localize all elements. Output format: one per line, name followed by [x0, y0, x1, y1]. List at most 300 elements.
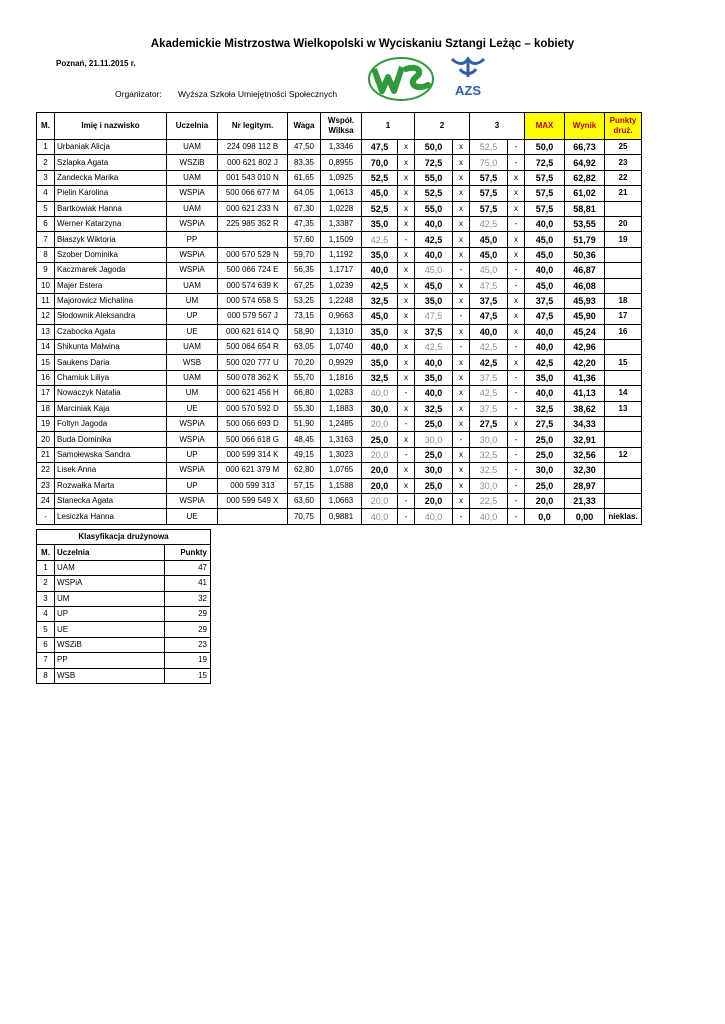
place: 16	[37, 370, 55, 385]
team-university: WSPiA	[55, 576, 165, 591]
university: WSPiA	[167, 417, 218, 432]
team-row	[37, 622, 211, 637]
max-lift: 45,0	[525, 247, 565, 262]
body-weight: 70,20	[288, 355, 321, 370]
team-university: UM	[55, 591, 165, 606]
id-number: 224 098 112 B	[218, 140, 288, 155]
attempt-2-weight: 55,0	[415, 170, 453, 185]
col-university: Uczelnia	[167, 113, 218, 140]
id-number: 001 543 010 N	[218, 170, 288, 185]
attempt-2-weight: 42,5	[415, 340, 453, 355]
team-col-university: Uczelnia	[55, 545, 165, 560]
university: UM	[167, 386, 218, 401]
col-id: Nr legitym.	[218, 113, 288, 140]
attempt-1-weight: 32,5	[362, 370, 398, 385]
attempt-2-weight: 40,0	[415, 355, 453, 370]
wilks-result: 62,82	[565, 170, 605, 185]
attempt-1-mark: x	[398, 155, 415, 170]
attempt-1-weight: 45,0	[362, 309, 398, 324]
id-number: 500 020 777 U	[218, 355, 288, 370]
place: 9	[37, 263, 55, 278]
place: 8	[37, 247, 55, 262]
results-header-row	[37, 113, 642, 140]
wilks-result: 53,55	[565, 216, 605, 231]
id-number: 500 064 654 R	[218, 340, 288, 355]
body-weight: 61,65	[288, 170, 321, 185]
attempt-3-mark: -	[508, 263, 525, 278]
attempt-2-mark: x	[453, 401, 470, 416]
wilks-coefficient: 1,0239	[321, 278, 362, 293]
competitor-name: Majer Estera	[55, 278, 167, 293]
competitor-name: Zandecka Marika	[55, 170, 167, 185]
attempt-1-mark: x	[398, 309, 415, 324]
wilks-result: 46,08	[565, 278, 605, 293]
id-number: 000 621 802 J	[218, 155, 288, 170]
attempt-2-mark: -	[453, 309, 470, 324]
team-university: UE	[55, 622, 165, 637]
attempt-2-weight: 30,0	[415, 432, 453, 447]
university: WSZiB	[167, 155, 218, 170]
place: 5	[37, 201, 55, 216]
team-row	[37, 637, 211, 652]
place: 23	[37, 478, 55, 493]
attempt-1-mark: x	[398, 370, 415, 385]
attempt-2-weight: 40,0	[415, 386, 453, 401]
wilks-coefficient: 1,3023	[321, 447, 362, 462]
team-place: 5	[37, 622, 55, 637]
attempt-3-mark: -	[508, 463, 525, 478]
attempt-2-mark: x	[453, 293, 470, 308]
place: 18	[37, 401, 55, 416]
place: 24	[37, 493, 55, 508]
place: 15	[37, 355, 55, 370]
attempt-3-weight: 32,5	[470, 447, 508, 462]
team-place: 6	[37, 637, 55, 652]
attempt-1-weight: 35,0	[362, 324, 398, 339]
result-row	[37, 324, 642, 339]
team-points	[605, 201, 642, 216]
col-max: MAX	[525, 113, 565, 140]
wilks-result: 42,96	[565, 340, 605, 355]
body-weight: 57,60	[288, 232, 321, 247]
wilks-coefficient: 0,8955	[321, 155, 362, 170]
max-lift: 45,0	[525, 278, 565, 293]
attempt-3-mark: -	[508, 401, 525, 416]
result-row	[37, 432, 642, 447]
attempt-2-weight: 72,5	[415, 155, 453, 170]
attempt-3-mark: -	[508, 447, 525, 462]
attempt-1-mark: x	[398, 401, 415, 416]
attempt-2-weight: 42,5	[415, 232, 453, 247]
competitor-name: Shikunta Malwina	[55, 340, 167, 355]
attempt-3-weight: 45,0	[470, 232, 508, 247]
max-lift: 42,5	[525, 355, 565, 370]
attempt-3-weight: 45,0	[470, 263, 508, 278]
wilks-coefficient: 1,1192	[321, 247, 362, 262]
competitor-name: Błaszyk Wiktoria	[55, 232, 167, 247]
body-weight: 62,80	[288, 463, 321, 478]
attempt-2-mark: x	[453, 324, 470, 339]
attempt-2-mark: x	[453, 140, 470, 155]
attempt-3-mark: -	[508, 278, 525, 293]
attempt-3-weight: 30,0	[470, 432, 508, 447]
university: UAM	[167, 370, 218, 385]
attempt-1-mark: x	[398, 247, 415, 262]
id-number: 000 621 456 H	[218, 386, 288, 401]
wilks-coefficient: 1,3163	[321, 432, 362, 447]
place: 12	[37, 309, 55, 324]
result-row	[37, 263, 642, 278]
max-lift: 0,0	[525, 509, 565, 524]
wilks-result: 32,56	[565, 447, 605, 462]
team-points-total: 19	[165, 653, 211, 668]
attempt-1-weight: 40,0	[362, 340, 398, 355]
wilks-coefficient: 1,1509	[321, 232, 362, 247]
id-number: 500 066 677 M	[218, 186, 288, 201]
competitor-name: Słodownik Aleksandra	[55, 309, 167, 324]
competitor-name: Kaczmarek Jagoda	[55, 263, 167, 278]
attempt-2-weight: 50,0	[415, 140, 453, 155]
col-name: Imię i nazwisko	[55, 113, 167, 140]
attempt-1-mark: -	[398, 493, 415, 508]
max-lift: 37,5	[525, 293, 565, 308]
result-row	[37, 340, 642, 355]
place: -	[37, 509, 55, 524]
university: UAM	[167, 278, 218, 293]
attempt-3-mark: -	[508, 216, 525, 231]
team-points	[605, 340, 642, 355]
competitor-name: Bartkowiak Hanna	[55, 201, 167, 216]
attempt-2-weight: 45,0	[415, 263, 453, 278]
place: 10	[37, 278, 55, 293]
attempt-1-weight: 70,0	[362, 155, 398, 170]
team-points: 16	[605, 324, 642, 339]
team-points-total: 47	[165, 560, 211, 575]
university: WSPiA	[167, 493, 218, 508]
attempt-1-mark: x	[398, 293, 415, 308]
attempt-2-mark: -	[453, 509, 470, 524]
max-lift: 72,5	[525, 155, 565, 170]
university: UAM	[167, 170, 218, 185]
place: 22	[37, 463, 55, 478]
attempt-3-mark: -	[508, 432, 525, 447]
university-logos	[368, 55, 493, 103]
team-points	[605, 478, 642, 493]
attempt-1-weight: 25,0	[362, 432, 398, 447]
team-points: 25	[605, 140, 642, 155]
team-university: WSB	[55, 668, 165, 683]
attempt-3-mark: -	[508, 509, 525, 524]
attempt-3-mark: x	[508, 355, 525, 370]
attempt-1-mark: x	[398, 432, 415, 447]
attempt-3-weight: 22,5	[470, 493, 508, 508]
attempt-2-mark: x	[453, 216, 470, 231]
max-lift: 40,0	[525, 263, 565, 278]
university: UP	[167, 309, 218, 324]
max-lift: 57,5	[525, 186, 565, 201]
attempt-1-weight: 40,0	[362, 509, 398, 524]
competitor-name: Urbaniak Alicja	[55, 140, 167, 155]
wilks-result: 64,92	[565, 155, 605, 170]
wilks-coefficient: 1,1588	[321, 478, 362, 493]
attempt-1-weight: 20,0	[362, 463, 398, 478]
team-title: Klasyfikacja drużynowa	[37, 530, 211, 545]
organizer-name: Wyższa Szkoła Umiejętności Społecznych	[178, 89, 338, 99]
id-number: 000 570 529 N	[218, 247, 288, 262]
team-points: 21	[605, 186, 642, 201]
team-body	[37, 560, 211, 683]
body-weight: 63,60	[288, 493, 321, 508]
result-row	[37, 186, 642, 201]
attempt-3-mark: -	[508, 493, 525, 508]
max-lift: 45,0	[525, 232, 565, 247]
competitor-name: Werner Katarzyna	[55, 216, 167, 231]
id-number: 500 066 693 D	[218, 417, 288, 432]
attempt-3-weight: 27,5	[470, 417, 508, 432]
attempt-1-weight: 35,0	[362, 216, 398, 231]
result-row	[37, 509, 642, 524]
id-number: 000 621 379 M	[218, 463, 288, 478]
attempt-1-mark: x	[398, 463, 415, 478]
attempt-2-mark: x	[453, 463, 470, 478]
team-points	[605, 247, 642, 262]
competitor-name: Samołewska Sandra	[55, 447, 167, 462]
place: 20	[37, 432, 55, 447]
body-weight: 55,70	[288, 370, 321, 385]
attempt-3-mark: x	[508, 293, 525, 308]
wilks-coefficient: 0,9881	[321, 509, 362, 524]
team-points-total: 29	[165, 622, 211, 637]
team-points: nieklas.	[605, 509, 642, 524]
competitor-name: Szlapka Agata	[55, 155, 167, 170]
attempt-1-mark: x	[398, 478, 415, 493]
attempt-3-mark: x	[508, 247, 525, 262]
attempt-2-mark: x	[453, 370, 470, 385]
team-row	[37, 653, 211, 668]
attempt-2-weight: 45,0	[415, 278, 453, 293]
id-number: 000 599 314 K	[218, 447, 288, 462]
attempt-2-mark: x	[453, 247, 470, 262]
team-place: 2	[37, 576, 55, 591]
place: 6	[37, 216, 55, 231]
wilks-result: 21,33	[565, 493, 605, 508]
attempt-3-mark: -	[508, 340, 525, 355]
body-weight: 83,35	[288, 155, 321, 170]
team-place: 8	[37, 668, 55, 683]
team-points: 13	[605, 401, 642, 416]
max-lift: 30,0	[525, 463, 565, 478]
wilks-coefficient: 1,2248	[321, 293, 362, 308]
result-row	[37, 201, 642, 216]
attempt-1-mark: x	[398, 355, 415, 370]
id-number: 225 985 352 R	[218, 216, 288, 231]
result-row	[37, 170, 642, 185]
place: 4	[37, 186, 55, 201]
competitor-name: Czabocka Agata	[55, 324, 167, 339]
body-weight: 48,45	[288, 432, 321, 447]
id-number: 000 574 639 K	[218, 278, 288, 293]
attempt-3-weight: 52,5	[470, 140, 508, 155]
wilks-result: 45,24	[565, 324, 605, 339]
id-number: 000 570 592 D	[218, 401, 288, 416]
attempt-2-mark: -	[453, 263, 470, 278]
attempt-1-mark: x	[398, 278, 415, 293]
attempt-3-weight: 42,5	[470, 386, 508, 401]
university: WSPiA	[167, 463, 218, 478]
attempt-1-weight: 52,5	[362, 170, 398, 185]
team-place: 7	[37, 653, 55, 668]
result-row	[37, 309, 642, 324]
body-weight: 58,90	[288, 324, 321, 339]
wilks-result: 38,62	[565, 401, 605, 416]
attempt-1-weight: 40,0	[362, 386, 398, 401]
attempt-2-mark: x	[453, 447, 470, 462]
event-date: Poznań, 21.11.2015 r.	[56, 59, 136, 68]
result-row	[37, 478, 642, 493]
team-place: 1	[37, 560, 55, 575]
id-number	[218, 509, 288, 524]
attempt-3-weight: 40,0	[470, 324, 508, 339]
max-lift: 40,0	[525, 324, 565, 339]
place: 13	[37, 324, 55, 339]
attempt-1-weight: 35,0	[362, 247, 398, 262]
result-row	[37, 232, 642, 247]
max-lift: 47,5	[525, 309, 565, 324]
attempt-3-weight: 32,5	[470, 463, 508, 478]
wilks-result: 41,36	[565, 370, 605, 385]
university: WSB	[167, 355, 218, 370]
max-lift: 57,5	[525, 170, 565, 185]
team-row	[37, 591, 211, 606]
body-weight: 49,15	[288, 447, 321, 462]
wilks-coefficient: 1,0613	[321, 186, 362, 201]
attempt-2-weight: 52,5	[415, 186, 453, 201]
result-row	[37, 216, 642, 231]
body-weight: 51,90	[288, 417, 321, 432]
wsus-logo-icon	[369, 58, 433, 100]
attempt-1-weight: 20,0	[362, 478, 398, 493]
result-row	[37, 417, 642, 432]
attempt-1-weight: 20,0	[362, 447, 398, 462]
competitor-name: Nowaczyk Natalia	[55, 386, 167, 401]
col-attempt-1: 1	[362, 113, 415, 140]
result-row	[37, 386, 642, 401]
wilks-result: 32,30	[565, 463, 605, 478]
place: 14	[37, 340, 55, 355]
team-points: 20	[605, 216, 642, 231]
team-points: 14	[605, 386, 642, 401]
svg-text:AZS: AZS	[455, 83, 481, 98]
attempt-2-weight: 20,0	[415, 493, 453, 508]
attempt-2-weight: 40,0	[415, 216, 453, 231]
attempt-1-mark: x	[398, 263, 415, 278]
team-university: UAM	[55, 560, 165, 575]
competitor-name: Marciniak Kaja	[55, 401, 167, 416]
team-table	[36, 529, 211, 684]
attempt-2-mark: x	[453, 417, 470, 432]
max-lift: 20,0	[525, 493, 565, 508]
attempt-2-mark: -	[453, 432, 470, 447]
result-row	[37, 278, 642, 293]
wilks-result: 32,91	[565, 432, 605, 447]
attempt-2-weight: 37,5	[415, 324, 453, 339]
attempt-1-mark: x	[398, 201, 415, 216]
id-number: 000 579 567 J	[218, 309, 288, 324]
wilks-coefficient: 1,0765	[321, 463, 362, 478]
place: 21	[37, 447, 55, 462]
attempt-2-weight: 25,0	[415, 478, 453, 493]
wilks-result: 51,79	[565, 232, 605, 247]
team-university: PP	[55, 653, 165, 668]
body-weight: 47,35	[288, 216, 321, 231]
attempt-2-mark: x	[453, 478, 470, 493]
results-body	[37, 140, 642, 525]
wilks-result: 41,13	[565, 386, 605, 401]
attempt-2-mark: x	[453, 170, 470, 185]
attempt-3-mark: x	[508, 309, 525, 324]
attempt-1-mark: x	[398, 324, 415, 339]
attempt-3-weight: 47,5	[470, 278, 508, 293]
attempt-3-weight: 75,0	[470, 155, 508, 170]
id-number: 000 574 658 S	[218, 293, 288, 308]
body-weight: 70,75	[288, 509, 321, 524]
attempt-1-weight: 42,5	[362, 232, 398, 247]
attempt-3-weight: 42,5	[470, 355, 508, 370]
col-place: M.	[37, 113, 55, 140]
attempt-2-weight: 35,0	[415, 370, 453, 385]
azs-logo-icon	[448, 57, 488, 101]
wilks-result: 28,97	[565, 478, 605, 493]
result-row	[37, 155, 642, 170]
competitor-name: Majorowicz Michalina	[55, 293, 167, 308]
attempt-1-mark: x	[398, 140, 415, 155]
wilks-result: 46,87	[565, 263, 605, 278]
place: 19	[37, 417, 55, 432]
university: UP	[167, 447, 218, 462]
place: 3	[37, 170, 55, 185]
wilks-coefficient: 1,1310	[321, 324, 362, 339]
team-points: 23	[605, 155, 642, 170]
attempt-3-weight: 57,5	[470, 186, 508, 201]
wilks-result: 42,20	[565, 355, 605, 370]
max-lift: 25,0	[525, 432, 565, 447]
col-wilks: Współ. Wilksa	[321, 113, 362, 140]
wilks-coefficient: 1,1883	[321, 401, 362, 416]
attempt-1-mark: -	[398, 447, 415, 462]
id-number: 000 599 549 X	[218, 493, 288, 508]
attempt-2-weight: 25,0	[415, 447, 453, 462]
attempt-1-weight: 20,0	[362, 493, 398, 508]
place: 7	[37, 232, 55, 247]
max-lift: 40,0	[525, 386, 565, 401]
wilks-coefficient: 1,0740	[321, 340, 362, 355]
team-points	[605, 278, 642, 293]
attempt-1-mark: -	[398, 417, 415, 432]
attempt-1-weight: 30,0	[362, 401, 398, 416]
attempt-2-mark: x	[453, 386, 470, 401]
attempt-2-mark: x	[453, 201, 470, 216]
wilks-result: 34,33	[565, 417, 605, 432]
attempt-2-mark: x	[453, 155, 470, 170]
attempt-2-weight: 55,0	[415, 201, 453, 216]
attempt-3-mark: -	[508, 478, 525, 493]
wilks-coefficient: 1,3346	[321, 140, 362, 155]
col-result: Wynik	[565, 113, 605, 140]
attempt-3-mark: x	[508, 324, 525, 339]
team-points	[605, 263, 642, 278]
university: UAM	[167, 140, 218, 155]
competitor-name: Rozwałka Marta	[55, 478, 167, 493]
